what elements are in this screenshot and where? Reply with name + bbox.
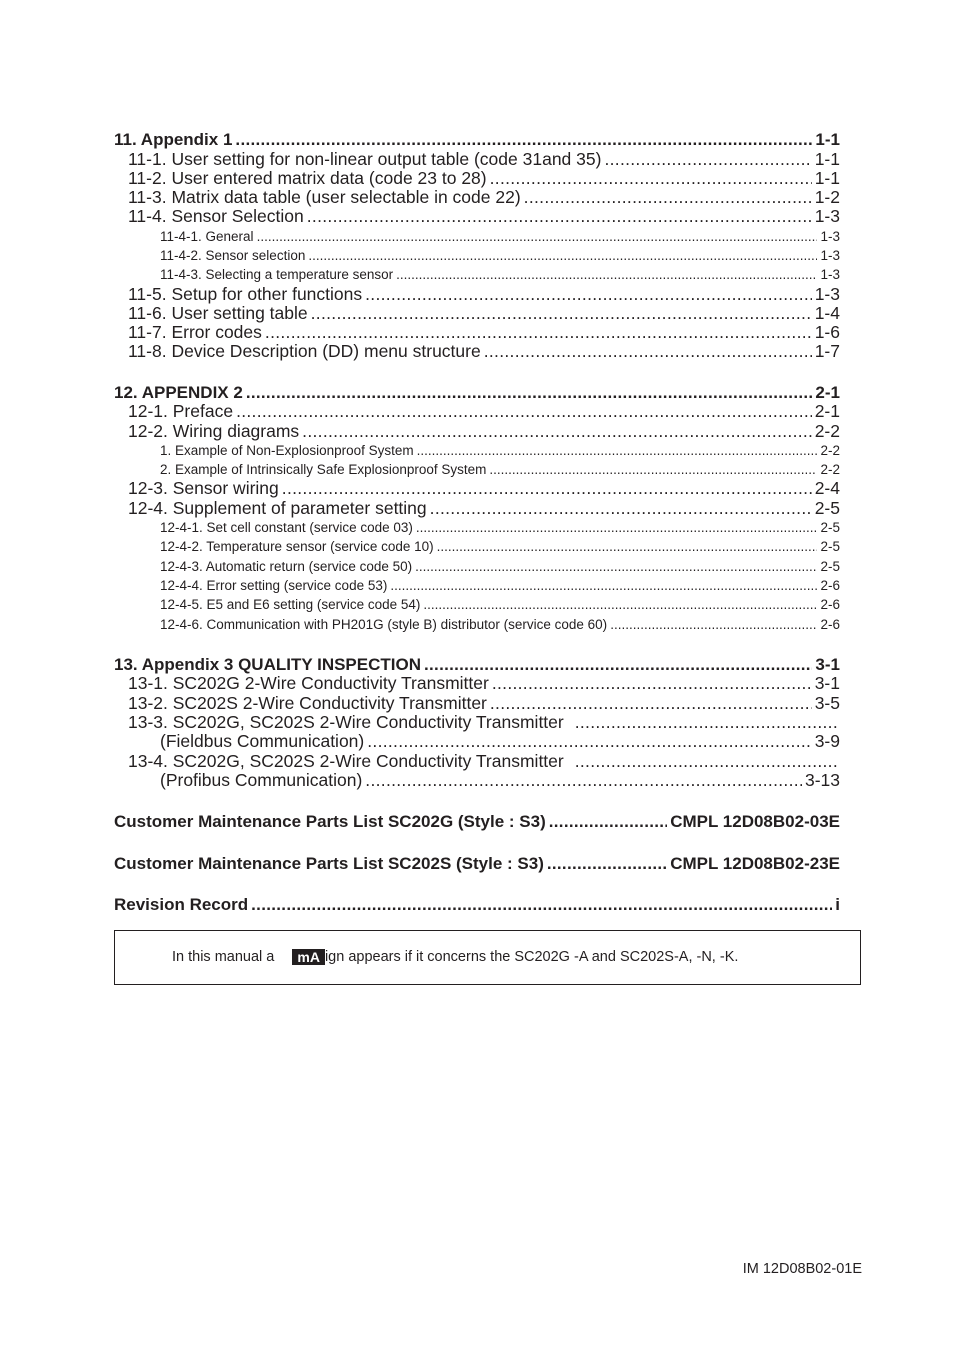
toc-entry-title: 11-1. User setting for non-linear output table (code 31and 35) xyxy=(128,148,602,169)
toc-entry-12-4-2[interactable] xyxy=(114,537,840,556)
toc-entry-page: 2-2 xyxy=(820,462,840,478)
toc-entry-title: 13-4. SC202G, SC202S 2-Wire Conductivity Transmitter xyxy=(128,750,564,771)
dot-leader xyxy=(257,227,818,246)
toc-parts-list-sc202s[interactable] xyxy=(114,854,840,874)
toc-entry-title: 12-4. Supplement of parameter setting xyxy=(128,497,427,518)
toc-entry-title: 13-2. SC202S 2-Wire Conductivity Transmitter xyxy=(128,692,487,713)
dot-leader xyxy=(437,537,818,556)
toc-entry-page: 1-7 xyxy=(814,341,840,362)
toc-entry-title: 13-1. SC202G 2-Wire Conductivity Transmitter xyxy=(128,673,489,694)
toc-entry-page: 2-6 xyxy=(820,577,840,593)
toc-entry-title: 12-3. Sensor wiring xyxy=(128,478,279,499)
dot-leader xyxy=(246,383,813,403)
toc-entry-title: 12-4-4. Error setting (service code 53) xyxy=(160,577,388,593)
toc-entry-title: Revision Record xyxy=(114,895,249,915)
dot-leader xyxy=(492,674,812,693)
dot-leader xyxy=(415,557,817,576)
dot-leader xyxy=(251,895,832,915)
dot-leader xyxy=(307,207,812,226)
toc-entry-title: 11-4. Sensor Selection xyxy=(128,206,304,227)
toc-entry-page: 3-9 xyxy=(814,731,840,752)
toc-entry-12-1[interactable] xyxy=(114,402,840,421)
toc-entry-page: 2-5 xyxy=(820,558,840,574)
toc-entry-12-2-1[interactable] xyxy=(114,441,840,460)
toc-entry-title: 11-8. Device Description (DD) menu structure xyxy=(128,341,481,362)
toc-entry-title: 11-7. Error codes xyxy=(128,322,262,343)
toc-entry-page: 3-1 xyxy=(815,654,840,674)
toc-section-13[interactable] xyxy=(114,655,840,675)
toc-entry-page: 2-1 xyxy=(814,401,840,422)
dot-leader xyxy=(489,460,817,479)
toc-entry-title: 11-3. Matrix data table (user selectable in code 22) xyxy=(128,187,521,208)
toc-entry-title: 11. Appendix 1 xyxy=(114,130,233,149)
toc-entry-title: (Fieldbus Communication) xyxy=(160,731,365,752)
toc-entry-title: 12-4-1. Set cell constant (service code 03) xyxy=(160,520,413,536)
toc-entry-title: 12-1. Preface xyxy=(128,401,234,422)
toc-entry-12-4-3[interactable] xyxy=(114,557,840,576)
toc-entry-11-8[interactable] xyxy=(114,342,840,361)
toc-entry-page: 2-6 xyxy=(820,616,840,632)
toc-entry-page: 1-3 xyxy=(820,267,840,283)
toc-entry-page: 2-5 xyxy=(820,539,840,555)
toc-entry-title: 12-4-2. Temperature sensor (service code 10) xyxy=(160,539,434,555)
toc-entry-title: 11-4-3. Selecting a temperature sensor xyxy=(160,267,394,283)
toc-entry-page: 1-3 xyxy=(820,228,840,244)
toc-entry-page: 2-5 xyxy=(820,520,840,536)
toc-entry-title: 11-4-1. General xyxy=(160,228,254,244)
toc-entry-page: 1-3 xyxy=(820,247,840,263)
dot-leader xyxy=(282,479,812,498)
dot-leader xyxy=(235,130,812,150)
dot-leader xyxy=(311,304,812,323)
toc-entry-page: 3-5 xyxy=(814,692,840,713)
toc-entry-title: 12-4-3. Automatic return (service code 50) xyxy=(160,558,413,574)
toc-entry-12-3[interactable] xyxy=(114,479,840,498)
dot-leader xyxy=(396,265,817,284)
toc-entry-11-1[interactable] xyxy=(114,150,840,169)
toc-entry-12-4-1[interactable] xyxy=(114,518,840,537)
toc-entry-13-3[interactable] xyxy=(114,713,840,732)
toc-entry-page: 3-1 xyxy=(814,673,840,694)
dot-leader xyxy=(610,615,817,634)
toc-entry-title: 12-4-6. Communication with PH201G (style B) distributor (service code 60) xyxy=(160,616,608,632)
toc-entry-11-4-3[interactable] xyxy=(114,265,840,284)
dot-leader xyxy=(365,771,802,790)
toc-entry-title: (Profibus Communication) xyxy=(160,769,363,790)
toc-section-12[interactable] xyxy=(114,383,840,403)
toc-entry-page: CMPL 12D08B02-23E xyxy=(670,853,840,873)
ma-badge-icon: mA xyxy=(292,949,325,965)
toc-entry-13-1[interactable] xyxy=(114,674,840,693)
toc-entry-page: CMPL 12D08B02-03E xyxy=(670,812,840,832)
toc-entry-title: 12-2. Wiring diagrams xyxy=(128,420,300,441)
toc-entry-title: 1. Example of Non-Explosionproof System xyxy=(160,442,414,458)
toc-entry-page: 1-2 xyxy=(814,187,840,208)
toc-entry-page: 3-13 xyxy=(804,769,840,790)
toc-entry-title: 13. Appendix 3 QUALITY INSPECTION xyxy=(114,654,421,674)
toc-entry-page: 2-2 xyxy=(814,420,840,441)
toc-entry-title: 11-2. User entered matrix data (code 23 to 28) xyxy=(128,167,487,188)
table-of-contents xyxy=(114,130,840,915)
toc-entry-title: 11-4-2. Sensor selection xyxy=(160,247,306,263)
dot-leader xyxy=(367,732,811,751)
toc-entry-12-4-4[interactable] xyxy=(114,576,840,595)
dot-leader xyxy=(490,169,812,188)
toc-entry-12-4[interactable] xyxy=(114,499,840,518)
toc-entry-11-3[interactable] xyxy=(114,188,840,207)
toc-entry-page: i xyxy=(835,895,840,915)
toc-entry-11-4-1[interactable] xyxy=(114,227,840,246)
toc-entry-page: 1-1 xyxy=(814,167,840,188)
note-prefix: In this manual a xyxy=(172,949,275,965)
toc-section-11[interactable] xyxy=(114,130,840,150)
dot-leader xyxy=(236,402,812,421)
toc-entry-page: 1-4 xyxy=(814,302,840,323)
toc-entry-page: 1-1 xyxy=(814,148,840,169)
toc-entry-page: 2-2 xyxy=(820,442,840,458)
dot-leader xyxy=(302,422,812,441)
dot-leader xyxy=(417,441,818,460)
ma-sign-note-box xyxy=(114,930,861,985)
toc-entry-11-4-2[interactable] xyxy=(114,246,840,265)
toc-entry-page: 2-5 xyxy=(814,497,840,518)
toc-entry-page: 2-4 xyxy=(814,478,840,499)
toc-entry-13-4[interactable] xyxy=(114,752,840,771)
dot-leader xyxy=(423,595,817,614)
toc-entry-11-5[interactable] xyxy=(114,285,840,304)
dot-leader xyxy=(308,246,817,265)
toc-entry-11-4[interactable] xyxy=(114,207,840,226)
toc-entry-page: 1-6 xyxy=(814,322,840,343)
toc-revision-record[interactable] xyxy=(114,895,840,915)
toc-entry-12-2-2[interactable] xyxy=(114,460,840,479)
toc-entry-page: 1-3 xyxy=(814,283,840,304)
toc-entry-title: Customer Maintenance Parts List SC202G (Style : S3) xyxy=(114,812,546,832)
ma-sign-note xyxy=(172,949,738,965)
dot-leader xyxy=(604,150,811,169)
toc-entry-12-2[interactable] xyxy=(114,422,840,441)
toc-entry-13-3-continued[interactable] xyxy=(114,732,840,751)
toc-entry-12-4-6[interactable] xyxy=(114,615,840,634)
document-number: IM 12D08B02-01E xyxy=(742,1261,862,1277)
dot-leader xyxy=(549,812,667,832)
dot-leader xyxy=(490,694,812,713)
dot-leader xyxy=(416,518,818,537)
dot-leader xyxy=(524,188,812,207)
toc-entry-13-4-continued[interactable] xyxy=(114,771,840,790)
toc-entry-page: 2-1 xyxy=(815,382,840,402)
toc-entry-title: 2. Example of Intrinsically Safe Explosionproof System xyxy=(160,462,487,478)
dot-leader xyxy=(567,713,837,732)
toc-entry-title: 12. APPENDIX 2 xyxy=(114,382,243,402)
toc-entry-page: 1-3 xyxy=(814,206,840,227)
toc-entry-title: 11-6. User setting table xyxy=(128,302,308,323)
dot-leader xyxy=(430,499,812,518)
dot-leader xyxy=(484,342,812,361)
toc-entry-page: 1-1 xyxy=(815,130,840,149)
dot-leader xyxy=(390,576,817,595)
toc-entry-11-7[interactable] xyxy=(114,323,840,342)
dot-leader xyxy=(265,323,812,342)
toc-entry-11-2[interactable] xyxy=(114,169,840,188)
dot-leader xyxy=(424,655,812,675)
toc-entry-title: 11-5. Setup for other functions xyxy=(128,283,363,304)
dot-leader xyxy=(547,854,667,874)
toc-entry-title: Customer Maintenance Parts List SC202S (Style : S3) xyxy=(114,853,544,873)
toc-entry-13-2[interactable] xyxy=(114,694,840,713)
note-suffix: ign appears if it concerns the SC202G -A and SC202S-A, -N, -K. xyxy=(324,949,739,965)
toc-entry-title: 13-3. SC202G, SC202S 2-Wire Conductivity Transmitter xyxy=(128,711,564,732)
toc-entry-page: 2-6 xyxy=(820,597,840,613)
toc-entry-12-4-5[interactable] xyxy=(114,595,840,614)
dot-leader xyxy=(365,285,812,304)
dot-leader xyxy=(567,752,837,771)
toc-entry-title: 12-4-5. E5 and E6 setting (service code 54) xyxy=(160,597,421,613)
toc-parts-list-sc202g[interactable] xyxy=(114,812,840,832)
toc-entry-11-6[interactable] xyxy=(114,304,840,323)
